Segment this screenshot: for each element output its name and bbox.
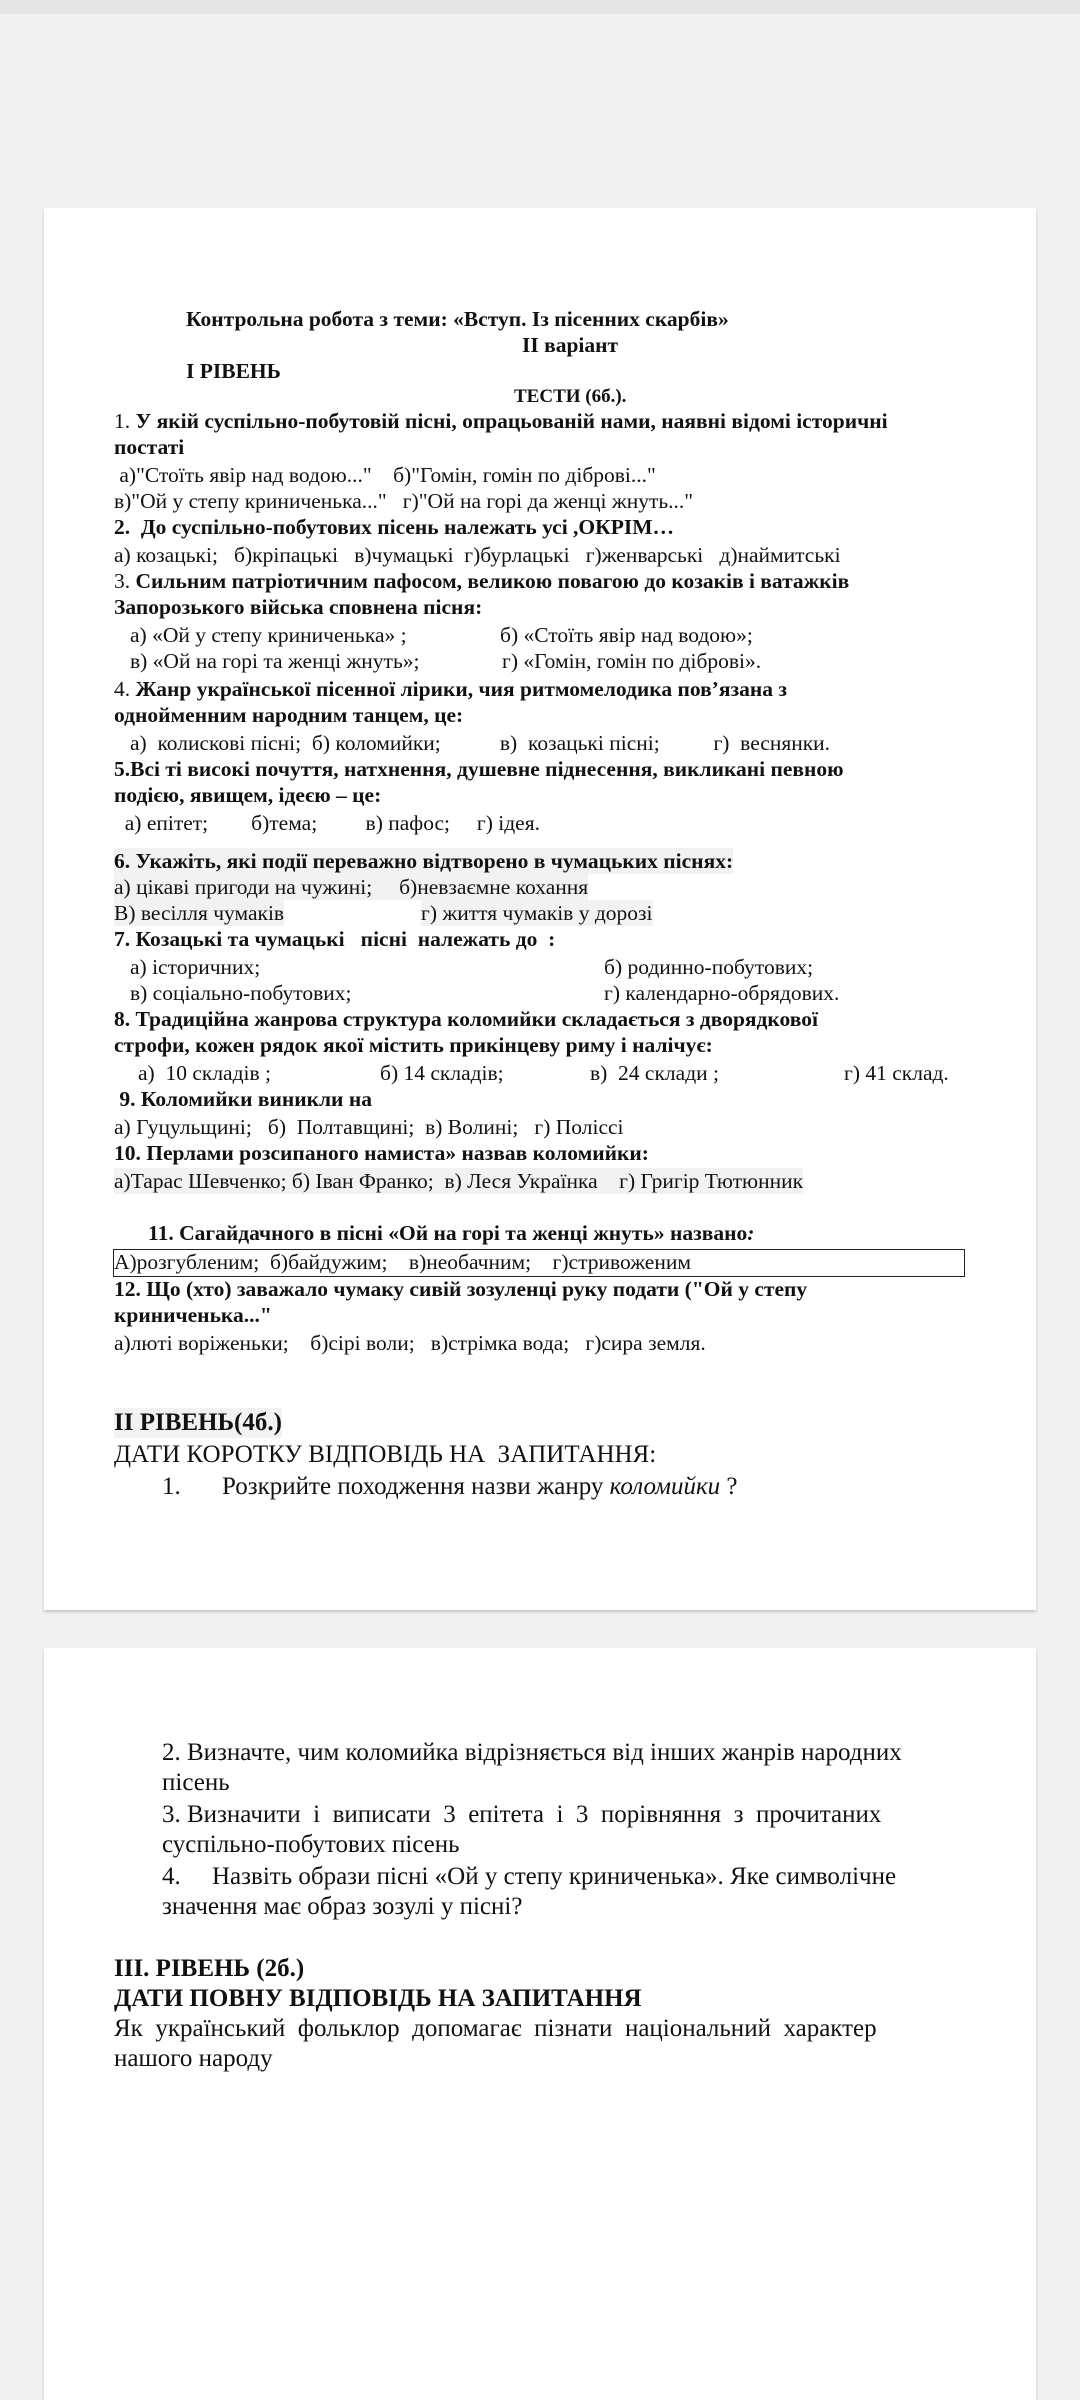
question-4-cont: однойменним народним танцем, це: <box>114 703 464 727</box>
question-1-cont: постаті <box>114 435 185 459</box>
level-2-question-1: Розкрийте походження назви жанру коломийки ? <box>222 1473 738 1500</box>
question-4-options: а) колискові пісні; б) коломийки; в) козацькі пісні; г) веснянки. <box>130 731 831 755</box>
question-3-option-b: б) «Стоїть явір над водою»; <box>500 623 753 647</box>
level-2-question-3-cont: суспільно-побутових пісень <box>162 1831 460 1858</box>
question-10: 10. Перлами розсипаного намиста» назвав коломийки: <box>114 1141 649 1165</box>
variant-label: ІІ варіант <box>522 333 619 357</box>
worksheet-title: Контрольна робота з теми: «Вступ. Із пісенних скарбів» <box>186 307 729 331</box>
question-3-option-c: в) «Ой на горі та женці жнуть»; <box>130 649 420 673</box>
question-7-option-b: б) родинно-побутових; <box>604 955 814 979</box>
viewer-top-bar <box>0 0 1080 14</box>
question-8-cont: строфи, кожен рядок якої містить прикінцеву риму і налічує: <box>114 1033 713 1057</box>
level-3-instruction: ДАТИ ПОВНУ ВІДПОВІДЬ НА ЗАПИТАННЯ <box>114 1985 642 2012</box>
question-12: 12. Що (хто) заважало чумаку сивій зозуленці руку подати ("Ой у степу <box>114 1277 808 1301</box>
level-3-heading: ІІІ. РІВЕНЬ (2б.) <box>114 1955 305 1982</box>
question-9: 9. Коломийки виникли на <box>114 1087 372 1111</box>
question-2: 2. До суспільно-побутових пісень належать усі ,ОКРІМ… <box>114 515 675 539</box>
question-8-option-a: а) 10 складів ; <box>138 1061 271 1085</box>
question-6-option-a2: В) весілля чумаків <box>114 901 285 925</box>
question-12-options: а)люті воріженьки; б)сірі воли; в)стрімка вода; г)сира земля. <box>114 1331 706 1355</box>
question-11-answer-box <box>113 1249 965 1277</box>
question-6: 6. Укажіть, які події переважно відтворено в чумацьких піснях: <box>114 849 734 873</box>
question-3-option-a: а) «Ой у степу криниченька» ; <box>130 623 407 647</box>
question-11-options: А)розгубленим; б)байдужим; в)необачним; г)стривоженим <box>114 1250 691 1274</box>
level-2-question-4: 4. Назвіть образи пісні «Ой у степу криниченька». Яке символічне <box>162 1863 897 1890</box>
level-2-question-4-cont: значення має образ зозулі у пісні? <box>162 1893 523 1920</box>
level-2-question-2-cont: пісень <box>162 1769 230 1796</box>
level-2-heading: ІІ РІВЕНЬ(4б.) <box>114 1409 282 1436</box>
question-6-options-1: а) цікаві пригоди на чужині; б)невзаємне кохання <box>114 875 589 899</box>
level-1-heading: І РІВЕНЬ <box>186 359 281 383</box>
question-11: 11. Сагайдачного в пісні «Ой на горі та женці жнуть» названо: <box>148 1221 755 1245</box>
question-8-option-b: б) 14 складів; <box>380 1061 504 1085</box>
question-7: 7. Козацькі та чумацькі пісні належать до : <box>114 927 556 951</box>
document-page-1 <box>44 208 1036 1610</box>
level-2-question-3: 3. Визначити і виписати 3 епітета і 3 порівняння з прочитаних <box>162 1801 882 1828</box>
tests-heading: ТЕСТИ (6б.). <box>514 386 627 407</box>
question-6-option-b2: г) життя чумаків у дорозі <box>421 901 653 925</box>
level-3-question: Як український фольклор допомагає пізнати національний характер <box>114 2015 877 2042</box>
question-5: 5.Всі ті високі почуття, натхнення, душевне піднесення, викликані певною <box>114 757 844 781</box>
question-2-options: а) козацькі; б)кріпацькі в)чумацькі г)бурлацькі г)женварські д)наймитські <box>114 543 841 567</box>
question-3-cont: Запорозького війська сповнена пісня: <box>114 595 483 619</box>
question-3-option-d: г) «Гомін, гомін по діброві». <box>502 649 762 673</box>
question-3: 3. Сильним патріотичним пафосом, великою повагою до козаків і ватажків <box>114 569 850 593</box>
question-7-option-d: г) календарно-обрядових. <box>604 981 840 1005</box>
level-2-instruction: ДАТИ КОРОТКУ ВІДПОВІДЬ НА ЗАПИТАННЯ: <box>114 1441 657 1468</box>
question-7-option-c: в) соціально-побутових; <box>130 981 352 1005</box>
question-5-cont: подією, явищем, ідеєю – це: <box>114 783 382 807</box>
question-1-options-2: в)"Ой у степу криниченька..." г)"Ой на горі да женці жнуть..." <box>114 489 694 513</box>
question-7-option-a: а) історичних; <box>130 955 261 979</box>
question-8: 8. Традиційна жанрова структура коломийки складається з дворядкової <box>114 1007 818 1031</box>
question-8-option-c: в) 24 склади ; <box>590 1061 719 1085</box>
level-3-question-cont: нашого народу <box>114 2045 273 2072</box>
question-10-options: а)Тарас Шевченко; б) Іван Франко; в) Леся Українка г) Григір Тютюнник <box>114 1169 804 1193</box>
level-2-question-2: 2. Визначте, чим коломийка відрізняється від інших жанрів народних <box>162 1739 902 1766</box>
question-4: 4. Жанр української пісенної лірики, чия ритмомелодика пов’язана з <box>114 677 788 701</box>
question-1: 1. У якій суспільно-побутовій пісні, опрацьованій нами, наявні відомі історичні <box>114 409 888 433</box>
question-12-cont: криниченька..." <box>114 1303 272 1327</box>
question-8-option-d: г) 41 склад. <box>844 1061 949 1085</box>
question-1-options-1: а)"Стоїть явір над водою..." б)"Гомін, гомін по діброві..." <box>114 463 656 487</box>
question-5-options: а) епітет; б)тема; в) пафос; г) ідея. <box>114 811 540 835</box>
document-page-2 <box>44 1648 1036 2400</box>
level-2-question-1-num: 1. <box>162 1473 181 1500</box>
question-9-options: а) Гуцульщині; б) Полтавщині; в) Волині; г) Поліссі <box>114 1115 624 1139</box>
